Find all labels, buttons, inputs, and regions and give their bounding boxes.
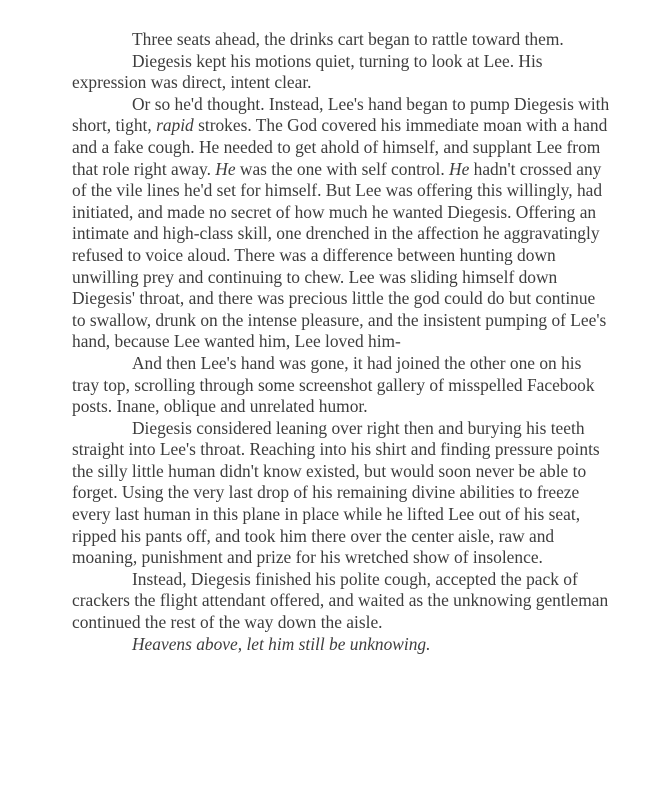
- paragraph: [72, 634, 611, 656]
- story-text: [72, 29, 611, 655]
- text-run: hadn't crossed any of the vile lines he'd set for himself. But Lee was offering this willingly, had initiated, and made no secret of how much he wanted Diegesis. Offering an intimate and high-class skill, one drenched in the affection he aggravatingly refused to voice aloud. There was a difference between hunting down unwilling prey and continuing to chew. Lee was sliding himself down Diegesis' throat, and there was precious little the god could do but continue to swallow, drunk on the intense pleasure, and the insistent pumping of Lee's hand, because Lee wanted him, Lee loved him-: [72, 158, 607, 352]
- text-run: Diegesis considered leaning over right then and burying his teeth straight into Lee's throat. Reaching into his shirt and finding pressure points the silly little human didn't know existed, but would soon never be able to forget. Using the very last drop of his remaining divine abilities to freeze every last human in this plane in place while he lifted Lee out of his seat, ripped his pants off, and took him there over the center aisle, raw and moaning, punishment and prize for his wretched show of insolence.: [72, 417, 600, 568]
- italic-text: Heavens above, let him still be unknowing.: [132, 633, 431, 654]
- paragraph: [72, 51, 611, 94]
- text-run: Or so he'd thought. Instead, Lee's hand began to pump Diegesis with short, tight,: [72, 93, 610, 136]
- italic-text: rapid: [156, 115, 194, 136]
- paragraph: [72, 353, 611, 418]
- text-run: Instead, Diegesis finished his polite cough, accepted the pack of crackers the flight attendant offered, and waited as the unknowing gentleman continued the rest of the way down the aisle.: [72, 568, 609, 633]
- italic-text: He: [215, 158, 236, 179]
- text-run: Diegesis kept his motions quiet, turning to look at Lee. His expression was direct, intent clear.: [72, 50, 543, 93]
- text-run: Three seats ahead, the drinks cart began to rattle toward them.: [132, 29, 564, 49]
- text-run: was the one with self control.: [235, 158, 450, 179]
- paragraph: [72, 94, 611, 353]
- paragraph: [72, 29, 611, 51]
- text-run: And then Lee's hand was gone, it had joined the other one on his tray top, scrolling through some screenshot gallery of misspelled Facebook posts. Inane, oblique and unrelated humor.: [72, 352, 595, 417]
- paragraph: [72, 569, 611, 634]
- italic-text: He: [449, 158, 470, 179]
- paragraph: [72, 418, 611, 569]
- text-run: strokes. The God covered his immediate moan with a hand and a fake cough. He needed to get ahold of himself, and supplant Lee from that role right away.: [72, 115, 608, 179]
